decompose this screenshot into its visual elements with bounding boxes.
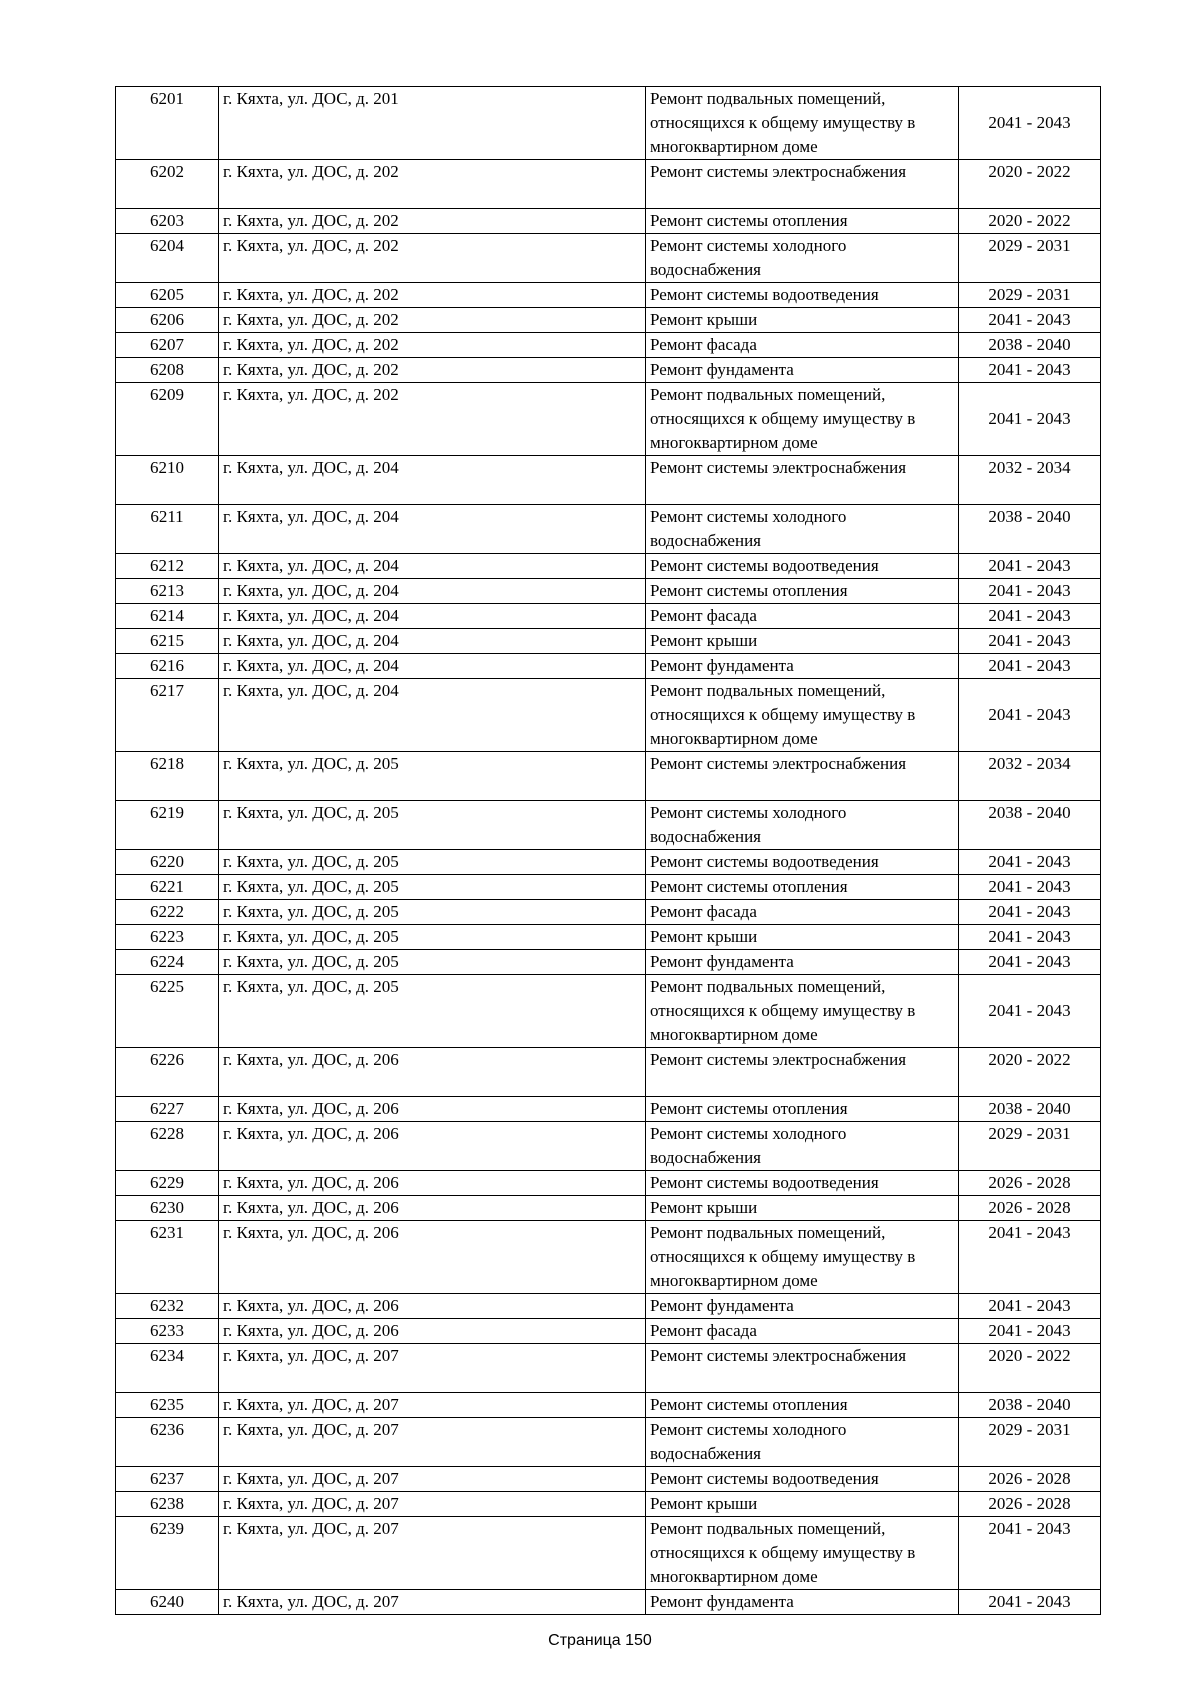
table-row xyxy=(116,209,1101,234)
row-period: 2041 - 2043 xyxy=(959,87,1101,160)
row-work-type: Ремонт фундамента xyxy=(646,358,959,383)
row-period: 2041 - 2043 xyxy=(959,850,1101,875)
row-address: г. Кяхта, ул. ДОС, д. 204 xyxy=(219,629,646,654)
row-period: 2041 - 2043 xyxy=(959,1517,1101,1590)
row-period: 2029 - 2031 xyxy=(959,1122,1101,1171)
row-address: г. Кяхта, ул. ДОС, д. 204 xyxy=(219,554,646,579)
row-period: 2041 - 2043 xyxy=(959,975,1101,1048)
row-period: 2041 - 2043 xyxy=(959,358,1101,383)
table-row xyxy=(116,1393,1101,1418)
row-period: 2041 - 2043 xyxy=(959,875,1101,900)
row-number: 6218 xyxy=(116,752,219,801)
row-period: 2020 - 2022 xyxy=(959,1344,1101,1393)
row-work-type: Ремонт системы холодного водоснабжения xyxy=(646,234,959,283)
row-number: 6220 xyxy=(116,850,219,875)
table-row xyxy=(116,505,1101,554)
row-period: 2029 - 2031 xyxy=(959,283,1101,308)
row-work-type: Ремонт системы электроснабжения xyxy=(646,1048,959,1097)
table-row xyxy=(116,1221,1101,1294)
row-number: 6232 xyxy=(116,1294,219,1319)
table-row xyxy=(116,1097,1101,1122)
row-number: 6221 xyxy=(116,875,219,900)
row-address: г. Кяхта, ул. ДОС, д. 202 xyxy=(219,160,646,209)
row-address: г. Кяхта, ул. ДОС, д. 204 xyxy=(219,679,646,752)
row-period: 2041 - 2043 xyxy=(959,1294,1101,1319)
row-period: 2038 - 2040 xyxy=(959,333,1101,358)
row-number: 6202 xyxy=(116,160,219,209)
row-period: 2041 - 2043 xyxy=(959,383,1101,456)
row-period: 2026 - 2028 xyxy=(959,1171,1101,1196)
row-address: г. Кяхта, ул. ДОС, д. 202 xyxy=(219,209,646,234)
row-address: г. Кяхта, ул. ДОС, д. 207 xyxy=(219,1344,646,1393)
row-work-type: Ремонт подвальных помещений, относящихся к общему имуществу в многоквартирном доме xyxy=(646,1221,959,1294)
table-row xyxy=(116,752,1101,801)
table-row xyxy=(116,1319,1101,1344)
row-work-type: Ремонт системы отопления xyxy=(646,875,959,900)
row-address: г. Кяхта, ул. ДОС, д. 207 xyxy=(219,1393,646,1418)
row-number: 6228 xyxy=(116,1122,219,1171)
row-work-type: Ремонт подвальных помещений, относящихся к общему имуществу в многоквартирном доме xyxy=(646,87,959,160)
table-row xyxy=(116,1171,1101,1196)
row-work-type: Ремонт системы электроснабжения xyxy=(646,1344,959,1393)
row-address: г. Кяхта, ул. ДОС, д. 207 xyxy=(219,1467,646,1492)
table-row xyxy=(116,283,1101,308)
table-row xyxy=(116,679,1101,752)
table-row xyxy=(116,801,1101,850)
row-work-type: Ремонт системы отопления xyxy=(646,579,959,604)
row-address: г. Кяхта, ул. ДОС, д. 202 xyxy=(219,234,646,283)
row-number: 6206 xyxy=(116,308,219,333)
row-number: 6239 xyxy=(116,1517,219,1590)
row-period: 2020 - 2022 xyxy=(959,160,1101,209)
row-work-type: Ремонт системы водоотведения xyxy=(646,1467,959,1492)
row-address: г. Кяхта, ул. ДОС, д. 206 xyxy=(219,1221,646,1294)
table-row xyxy=(116,900,1101,925)
row-address: г. Кяхта, ул. ДОС, д. 202 xyxy=(219,283,646,308)
row-work-type: Ремонт системы водоотведения xyxy=(646,554,959,579)
table-row xyxy=(116,1467,1101,1492)
row-work-type: Ремонт подвальных помещений, относящихся к общему имуществу в многоквартирном доме xyxy=(646,679,959,752)
row-address: г. Кяхта, ул. ДОС, д. 202 xyxy=(219,358,646,383)
row-address: г. Кяхта, ул. ДОС, д. 204 xyxy=(219,456,646,505)
row-period: 2026 - 2028 xyxy=(959,1492,1101,1517)
row-number: 6234 xyxy=(116,1344,219,1393)
row-period: 2041 - 2043 xyxy=(959,579,1101,604)
row-period: 2038 - 2040 xyxy=(959,1393,1101,1418)
row-number: 6215 xyxy=(116,629,219,654)
row-number: 6235 xyxy=(116,1393,219,1418)
row-period: 2026 - 2028 xyxy=(959,1467,1101,1492)
table-row xyxy=(116,358,1101,383)
table-row xyxy=(116,87,1101,160)
table-row xyxy=(116,654,1101,679)
table-row xyxy=(116,234,1101,283)
table-row xyxy=(116,1196,1101,1221)
row-number: 6237 xyxy=(116,1467,219,1492)
row-number: 6230 xyxy=(116,1196,219,1221)
row-period: 2041 - 2043 xyxy=(959,925,1101,950)
row-work-type: Ремонт системы отопления xyxy=(646,209,959,234)
table-row xyxy=(116,1418,1101,1467)
row-address: г. Кяхта, ул. ДОС, д. 202 xyxy=(219,308,646,333)
row-number: 6240 xyxy=(116,1590,219,1615)
row-period: 2041 - 2043 xyxy=(959,679,1101,752)
row-number: 6233 xyxy=(116,1319,219,1344)
row-work-type: Ремонт системы электроснабжения xyxy=(646,752,959,801)
row-address: г. Кяхта, ул. ДОС, д. 201 xyxy=(219,87,646,160)
row-address: г. Кяхта, ул. ДОС, д. 206 xyxy=(219,1294,646,1319)
table-row xyxy=(116,160,1101,209)
table-row xyxy=(116,1048,1101,1097)
row-work-type: Ремонт крыши xyxy=(646,629,959,654)
row-number: 6217 xyxy=(116,679,219,752)
row-address: г. Кяхта, ул. ДОС, д. 205 xyxy=(219,925,646,950)
row-address: г. Кяхта, ул. ДОС, д. 205 xyxy=(219,801,646,850)
row-period: 2041 - 2043 xyxy=(959,308,1101,333)
row-address: г. Кяхта, ул. ДОС, д. 206 xyxy=(219,1122,646,1171)
row-work-type: Ремонт системы отопления xyxy=(646,1393,959,1418)
row-number: 6210 xyxy=(116,456,219,505)
row-work-type: Ремонт фундамента xyxy=(646,654,959,679)
row-period: 2038 - 2040 xyxy=(959,505,1101,554)
row-work-type: Ремонт фасада xyxy=(646,333,959,358)
row-number: 6223 xyxy=(116,925,219,950)
row-number: 6208 xyxy=(116,358,219,383)
row-work-type: Ремонт подвальных помещений, относящихся к общему имуществу в многоквартирном доме xyxy=(646,975,959,1048)
row-address: г. Кяхта, ул. ДОС, д. 206 xyxy=(219,1097,646,1122)
row-number: 6216 xyxy=(116,654,219,679)
row-address: г. Кяхта, ул. ДОС, д. 204 xyxy=(219,505,646,554)
table-row xyxy=(116,1294,1101,1319)
repair-schedule-table xyxy=(115,86,1101,1615)
table-row xyxy=(116,875,1101,900)
row-number: 6227 xyxy=(116,1097,219,1122)
row-address: г. Кяхта, ул. ДОС, д. 202 xyxy=(219,383,646,456)
row-work-type: Ремонт крыши xyxy=(646,1196,959,1221)
page-number: Страница 150 xyxy=(548,1632,652,1649)
table-row xyxy=(116,1122,1101,1171)
row-address: г. Кяхта, ул. ДОС, д. 207 xyxy=(219,1418,646,1467)
row-work-type: Ремонт фундамента xyxy=(646,950,959,975)
row-period: 2041 - 2043 xyxy=(959,900,1101,925)
row-period: 2041 - 2043 xyxy=(959,604,1101,629)
row-address: г. Кяхта, ул. ДОС, д. 205 xyxy=(219,900,646,925)
table-row xyxy=(116,1344,1101,1393)
row-work-type: Ремонт крыши xyxy=(646,308,959,333)
table-row xyxy=(116,579,1101,604)
row-period: 2020 - 2022 xyxy=(959,1048,1101,1097)
row-period: 2041 - 2043 xyxy=(959,1319,1101,1344)
row-period: 2029 - 2031 xyxy=(959,1418,1101,1467)
table-row xyxy=(116,1517,1101,1590)
row-period: 2041 - 2043 xyxy=(959,1221,1101,1294)
row-address: г. Кяхта, ул. ДОС, д. 205 xyxy=(219,752,646,801)
row-number: 6209 xyxy=(116,383,219,456)
row-number: 6213 xyxy=(116,579,219,604)
row-number: 6236 xyxy=(116,1418,219,1467)
row-period: 2041 - 2043 xyxy=(959,1590,1101,1615)
table-row xyxy=(116,975,1101,1048)
table-row xyxy=(116,1590,1101,1615)
row-address: г. Кяхта, ул. ДОС, д. 204 xyxy=(219,579,646,604)
row-number: 6211 xyxy=(116,505,219,554)
row-work-type: Ремонт крыши xyxy=(646,1492,959,1517)
row-period: 2041 - 2043 xyxy=(959,950,1101,975)
row-period: 2041 - 2043 xyxy=(959,654,1101,679)
table-row xyxy=(116,850,1101,875)
row-address: г. Кяхта, ул. ДОС, д. 205 xyxy=(219,875,646,900)
row-period: 2041 - 2043 xyxy=(959,629,1101,654)
table-row xyxy=(116,629,1101,654)
row-address: г. Кяхта, ул. ДОС, д. 205 xyxy=(219,975,646,1048)
row-work-type: Ремонт системы холодного водоснабжения xyxy=(646,801,959,850)
table-row xyxy=(116,554,1101,579)
table-row xyxy=(116,308,1101,333)
row-work-type: Ремонт фасада xyxy=(646,900,959,925)
row-address: г. Кяхта, ул. ДОС, д. 206 xyxy=(219,1196,646,1221)
row-work-type: Ремонт подвальных помещений, относящихся к общему имуществу в многоквартирном доме xyxy=(646,1517,959,1590)
row-number: 6204 xyxy=(116,234,219,283)
row-work-type: Ремонт крыши xyxy=(646,925,959,950)
row-address: г. Кяхта, ул. ДОС, д. 205 xyxy=(219,950,646,975)
table-row xyxy=(116,950,1101,975)
row-address: г. Кяхта, ул. ДОС, д. 204 xyxy=(219,654,646,679)
row-period: 2020 - 2022 xyxy=(959,209,1101,234)
row-work-type: Ремонт системы водоотведения xyxy=(646,283,959,308)
row-period: 2032 - 2034 xyxy=(959,456,1101,505)
row-period: 2032 - 2034 xyxy=(959,752,1101,801)
row-address: г. Кяхта, ул. ДОС, д. 207 xyxy=(219,1492,646,1517)
table-row xyxy=(116,604,1101,629)
row-address: г. Кяхта, ул. ДОС, д. 206 xyxy=(219,1171,646,1196)
row-number: 6222 xyxy=(116,900,219,925)
row-work-type: Ремонт подвальных помещений, относящихся к общему имуществу в многоквартирном доме xyxy=(646,383,959,456)
table-row xyxy=(116,925,1101,950)
row-work-type: Ремонт системы электроснабжения xyxy=(646,456,959,505)
row-number: 6225 xyxy=(116,975,219,1048)
row-work-type: Ремонт системы водоотведения xyxy=(646,850,959,875)
row-work-type: Ремонт системы холодного водоснабжения xyxy=(646,505,959,554)
row-address: г. Кяхта, ул. ДОС, д. 202 xyxy=(219,333,646,358)
row-number: 6224 xyxy=(116,950,219,975)
row-address: г. Кяхта, ул. ДОС, д. 204 xyxy=(219,604,646,629)
row-number: 6238 xyxy=(116,1492,219,1517)
row-number: 6203 xyxy=(116,209,219,234)
row-number: 6212 xyxy=(116,554,219,579)
row-number: 6229 xyxy=(116,1171,219,1196)
row-number: 6214 xyxy=(116,604,219,629)
row-number: 6207 xyxy=(116,333,219,358)
row-number: 6226 xyxy=(116,1048,219,1097)
table-row xyxy=(116,383,1101,456)
row-period: 2038 - 2040 xyxy=(959,801,1101,850)
row-work-type: Ремонт системы электроснабжения xyxy=(646,160,959,209)
row-period: 2038 - 2040 xyxy=(959,1097,1101,1122)
row-number: 6231 xyxy=(116,1221,219,1294)
row-work-type: Ремонт системы водоотведения xyxy=(646,1171,959,1196)
row-number: 6205 xyxy=(116,283,219,308)
row-period: 2029 - 2031 xyxy=(959,234,1101,283)
row-address: г. Кяхта, ул. ДОС, д. 207 xyxy=(219,1590,646,1615)
row-address: г. Кяхта, ул. ДОС, д. 205 xyxy=(219,850,646,875)
row-number: 6219 xyxy=(116,801,219,850)
table-row xyxy=(116,1492,1101,1517)
row-work-type: Ремонт фундамента xyxy=(646,1294,959,1319)
row-work-type: Ремонт фундамента xyxy=(646,1590,959,1615)
row-work-type: Ремонт системы отопления xyxy=(646,1097,959,1122)
row-work-type: Ремонт фасада xyxy=(646,604,959,629)
row-work-type: Ремонт фасада xyxy=(646,1319,959,1344)
table-body xyxy=(116,87,1101,1615)
table-row xyxy=(116,456,1101,505)
row-address: г. Кяхта, ул. ДОС, д. 207 xyxy=(219,1517,646,1590)
table-row xyxy=(116,333,1101,358)
row-address: г. Кяхта, ул. ДОС, д. 206 xyxy=(219,1048,646,1097)
row-period: 2041 - 2043 xyxy=(959,554,1101,579)
row-address: г. Кяхта, ул. ДОС, д. 206 xyxy=(219,1319,646,1344)
row-work-type: Ремонт системы холодного водоснабжения xyxy=(646,1418,959,1467)
row-period: 2026 - 2028 xyxy=(959,1196,1101,1221)
row-work-type: Ремонт системы холодного водоснабжения xyxy=(646,1122,959,1171)
row-number: 6201 xyxy=(116,87,219,160)
